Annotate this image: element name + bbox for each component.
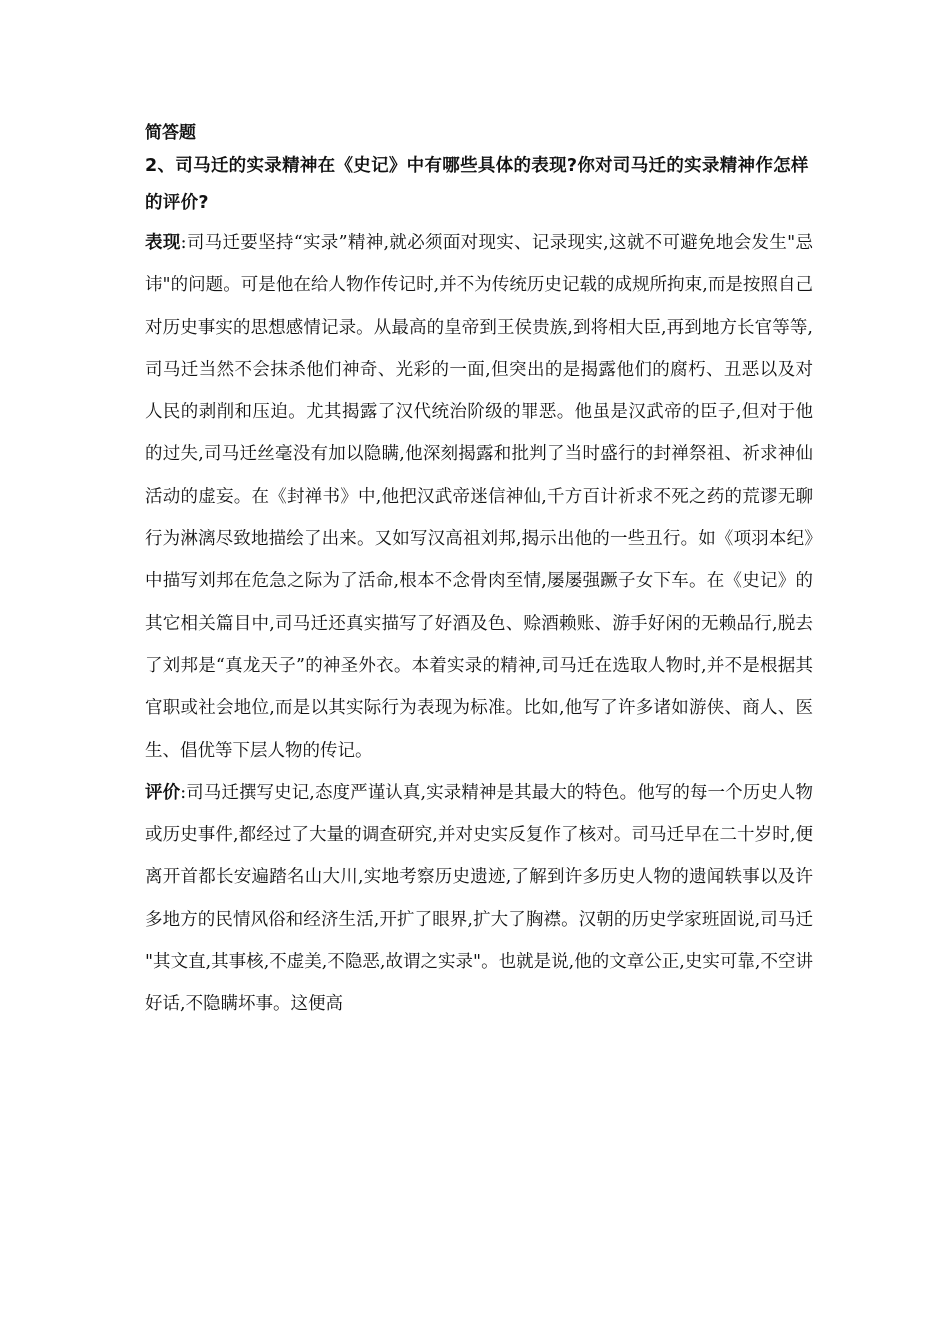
answer-evaluation (145, 772, 813, 1026)
document-body (145, 118, 813, 1026)
section-title: 简答题 (145, 123, 196, 143)
answer-performance-text: :司马迁要坚持“实录”精神,就必须面对现实、记录现实,这就不可避免地会发生"忌讳"的问题。可是他在给人物作传记时,并不为传统历史记载的成规所拘束,而是按照自己对历史事实的思想感情记录。从最高的皇帝到王侯贵族,到将相大臣,再到地方长官等等,司马迁当然不会抹杀他们神奇、光彩的一面,但突出的是揭露他们的腐朽、丑恶以及对人民的剥削和压迫。尤其揭露了汉代统治阶级的罪恶。他虽是汉武帝的臣子,但对于他的过失,司马迁丝毫没有加以隐瞒,他深刻揭露和批判了当时盛行的封禅祭祖、祈求神仙活动的虚妄。在《封禅书》中,他把汉武帝迷信神仙,千方百计祈求不死之药的荒谬无聊行为淋漓尽致地描绘了出来。又如写汉高祖刘邦,揭示出他的一些丑行。如《项羽本纪》中描写刘邦在危急之际为了活命,根本不念骨肉至情,屡屡强蹶子女下车。在《史记》的其它相关篇目中,司马迁还真实描写了好酒及色、赊酒赖账、游手好闲的无赖品行,脱去了刘邦是“真龙天子”的神圣外衣。本着实录的精神,司马迁在选取人物时,并不是根据其官职或社会地位,而是以其实际行为表现为标准。比如,他写了许多诸如游侠、商人、医生、倡优等下层人物的传记。 (145, 233, 814, 761)
answer-performance-label: 表现 (145, 233, 181, 253)
answer-performance (145, 222, 813, 772)
answer-evaluation-label: 评价 (145, 782, 181, 803)
answer-evaluation-text: :司马迁撰写史记,态度严谨认真,实录精神是其最大的特色。他写的每一个历史人物或历史事件,都经过了大量的调查研究,并对史实反复作了核对。司马迁早在二十岁时,便离开首都长安遍踏名山大川,实地考察历史遗迹,了解到许多历史人物的遗闻轶事以及许多地方的民情风俗和经济生活,开扩了眼界,扩大了胸襟。汉朝的历史学家班固说,司马迁 "其文直,其事核,不虚美,不隐恶,故谓之实录"。也就是说,他的文章公正,史实可靠,不空讲好话,不隐瞒坏事。这便高 (145, 782, 813, 1015)
question-text: 2、司马迁的实录精神在《史记》中有哪些具体的表现?你对司马迁的实录精神作怎样的评价? (145, 156, 809, 213)
